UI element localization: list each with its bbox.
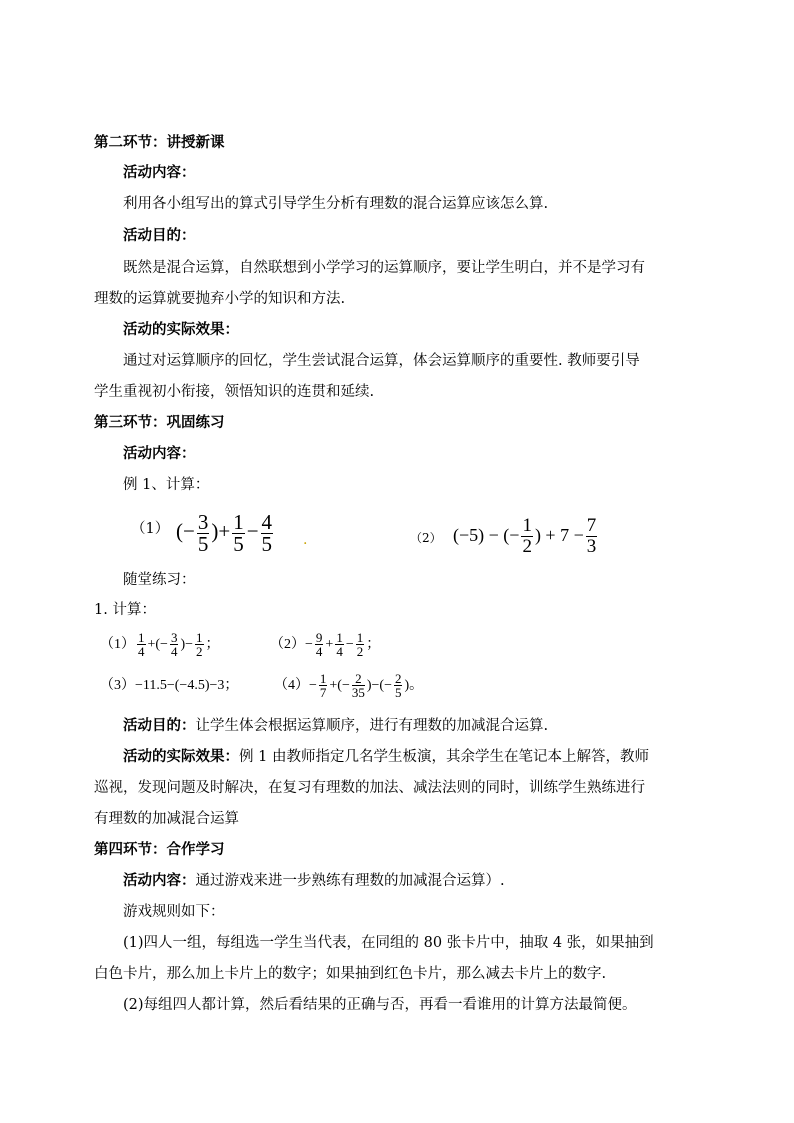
effect-line bbox=[123, 747, 649, 767]
activity-goal-text: 让学生体会根据运算顺序，进行有理数的加减混合运算. bbox=[195, 718, 549, 734]
activity-content-label: 活动内容： bbox=[123, 872, 196, 889]
activity-goal-label: 活动目的： bbox=[123, 717, 196, 734]
section-heading-3: 第三环节：巩固练习 bbox=[94, 414, 225, 431]
rule-2: (2)每组四人都计算，然后看结果的正确与否，再看一看谁用的计算方法最简便。 bbox=[123, 997, 637, 1013]
activity-goal-line1: 既然是混合运算，自然联想到小学学习的运算顺序，要让学生明白，并不是学习有 bbox=[123, 260, 645, 276]
activity-content-text: 通过游戏来进一步熟练有理数的加减混合运算）. bbox=[195, 873, 505, 889]
activity-effect-line1: 通过对运算顺序的回忆，学生尝试混合运算，体会运算顺序的重要性. 教师要引导 bbox=[123, 353, 640, 369]
activity-effect-label: 活动的实际效果： bbox=[123, 321, 239, 338]
activity-content-label: 活动内容： bbox=[123, 164, 196, 181]
practice-2: （2）− $\frac{9}{4}$ + $\frac{1}{4}$ − $\frac{1}{2}$ ； bbox=[270, 629, 381, 660]
activity-effect-label: 活动的实际效果： bbox=[123, 748, 239, 765]
example-1-number: （1） bbox=[131, 521, 170, 537]
stray-dot: . bbox=[303, 532, 308, 548]
practice-3: （3）−11.5−(−4.5)−3； bbox=[100, 678, 239, 693]
activity-content-text: 利用各小组写出的算式引导学生分析有理数的混合运算应该怎么算. bbox=[123, 196, 549, 212]
practice-label: 随堂练习： bbox=[123, 572, 196, 588]
section-heading-2: 第二环节：讲授新课 bbox=[94, 134, 225, 151]
practice-1: （1） $\frac{1}{4}$ +(− $\frac{3}{4}$ )− $\frac{1}{2}$ ； bbox=[100, 629, 220, 660]
activity-effect-line2: 学生重视初小衔接，领悟知识的连贯和延续. bbox=[94, 384, 375, 400]
activity-effect-line3: 有理数的加减混合运算 bbox=[94, 811, 239, 827]
activity-effect-line2: 巡视，发现问题及时解决，在复习有理数的加法、减法法则的同时，训练学生熟练进行 bbox=[94, 780, 645, 796]
activity-content-label: 活动内容： bbox=[123, 445, 196, 462]
example-1-expression: (− $\frac{3}{5}$ )+ $\frac{1}{5}$ − $\frac{4}{5}$ bbox=[176, 509, 273, 556]
example-label: 例 1、计算： bbox=[123, 477, 210, 493]
example-2-expression: (−5) − (− $\frac{1}{2}$ ) + 7 − $\frac{7}{3}$ bbox=[453, 515, 597, 558]
content-line bbox=[123, 871, 505, 891]
question-label: 1. 计算： bbox=[94, 602, 156, 618]
rule-1-line2: 白色卡片，那么加上卡片上的数字；如果抽到红色卡片，那么减去卡片上的数字. bbox=[94, 966, 607, 982]
section-heading-4: 第四环节：合作学习 bbox=[94, 841, 225, 858]
activity-goal-line2: 理数的运算就要抛弃小学的知识和方法. bbox=[94, 291, 346, 307]
rules-label: 游戏规则如下： bbox=[123, 904, 225, 920]
goal-line bbox=[123, 716, 548, 736]
rule-1-line1: (1)四人一组，每组选一学生当代表，在同组的 80 张卡片中，抽取 4 张，如果抽到 bbox=[123, 935, 654, 951]
practice-4: （4）− $\frac{1}{7}$ +(− $\frac{2}{35}$ )−(− $\frac{2}{5}$ )。 bbox=[274, 670, 424, 701]
activity-goal-label: 活动目的： bbox=[123, 227, 196, 244]
activity-effect-line1: 例 1 由教师指定几名学生板演，其余学生在笔记本上解答，教师 bbox=[239, 749, 649, 765]
example-2-number: （2） bbox=[410, 531, 442, 545]
